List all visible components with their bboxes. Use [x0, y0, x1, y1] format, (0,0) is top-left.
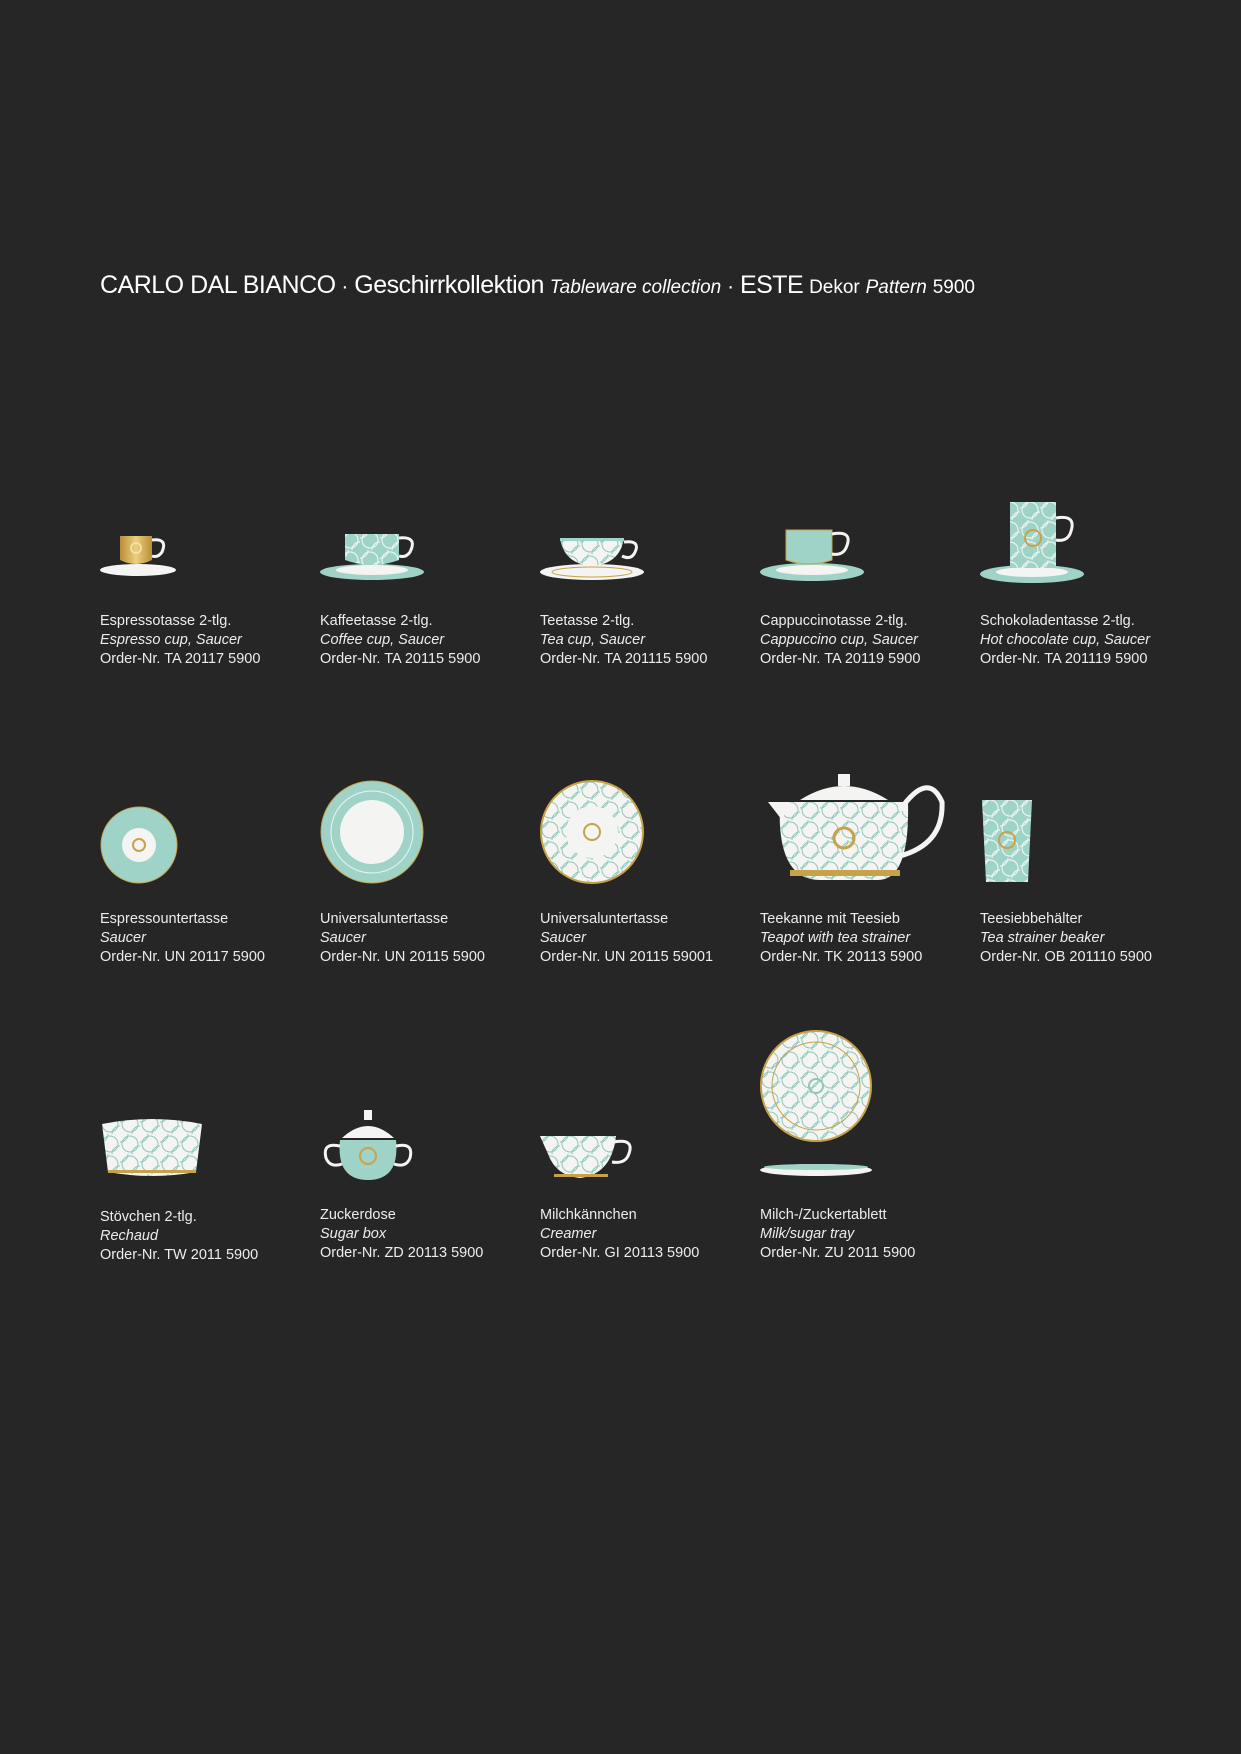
product-name-en: Tea strainer beaker: [980, 930, 1105, 946]
product-name-en: Cappuccino cup, Saucer: [760, 632, 918, 648]
product-name-de: Universaluntertasse: [540, 911, 669, 927]
page-title: [100, 268, 975, 305]
cappuccino-cup-icon: [760, 526, 865, 582]
product-name-de: Zuckerdose: [320, 1207, 396, 1223]
order-number: Order-Nr. TA 201119 5900: [980, 651, 1148, 667]
product-name-en: Teapot with tea strainer: [760, 930, 911, 946]
collection-german: Geschirrkollektion: [354, 271, 544, 299]
hot-chocolate-cup-icon: [980, 500, 1085, 584]
tea-cup-icon: [540, 534, 645, 582]
product-name-de: Espressotasse 2-tlg.: [100, 613, 232, 629]
product-name-en: Sugar box: [320, 1226, 387, 1242]
order-number: Order-Nr. TK 20113 5900: [760, 949, 923, 965]
coffee-cup-icon: [320, 530, 425, 582]
espresso-saucer-icon: [100, 806, 180, 886]
order-number: Order-Nr. TA 20119 5900: [760, 651, 921, 667]
product-name-en: Saucer: [100, 930, 146, 946]
product-name-de: Universaluntertasse: [320, 911, 449, 927]
product-name-de: Espressountertasse: [100, 911, 229, 927]
product-name-de: Teesiebbehälter: [980, 911, 1083, 927]
order-number: Order-Nr. UN 20117 5900: [100, 949, 265, 965]
product-name-en: Coffee cup, Saucer: [320, 632, 445, 648]
separator: ·: [335, 275, 355, 298]
product-name-de: Teetasse 2-tlg.: [540, 613, 635, 629]
order-number: Order-Nr. UN 20115 5900: [320, 949, 485, 965]
brand-name: CARLO DAL BIANCO: [100, 271, 336, 299]
order-number: Order-Nr. UN 20115 59001: [540, 949, 714, 965]
separator: ·: [721, 275, 740, 298]
creamer-icon: [540, 1134, 636, 1184]
strainer-beaker-icon: [980, 798, 1036, 886]
order-number: Order-Nr. TA 20115 5900: [320, 651, 481, 667]
product-name-de: Schokoladentasse 2-tlg.: [980, 613, 1135, 629]
sugar-box-icon: [320, 1108, 416, 1184]
product-name-en: Espresso cup, Saucer: [100, 632, 242, 648]
espresso-cup-icon: [100, 530, 180, 580]
universal-saucer-white-icon: [540, 780, 644, 884]
product-name-de: Milch-/Zuckertablett: [760, 1207, 887, 1223]
product-name-de: Cappuccinotasse 2-tlg.: [760, 613, 908, 629]
order-number: Order-Nr. TA 201115 5900: [540, 651, 708, 667]
universal-saucer-icon: [320, 780, 424, 884]
tray-icon: [760, 1030, 874, 1182]
product-name-de: Stövchen 2-tlg.: [100, 1209, 197, 1225]
dekor-german: Dekor: [809, 277, 860, 298]
product-name-en: Hot chocolate cup, Saucer: [980, 632, 1151, 648]
order-number: Order-Nr. OB 201110 5900: [980, 949, 1152, 965]
product-name-en: Tea cup, Saucer: [540, 632, 646, 648]
product-name-en: Saucer: [320, 930, 366, 946]
product-name-de: Milchkännchen: [540, 1207, 637, 1223]
order-number: Order-Nr. ZU 2011 5900: [760, 1245, 916, 1261]
rechaud-icon: [100, 1114, 204, 1182]
product-name-de: Teekanne mit Teesieb: [760, 911, 900, 927]
order-number: Order-Nr. TW 2011 5900: [100, 1247, 259, 1263]
product-name-en: Saucer: [540, 930, 586, 946]
order-number: Order-Nr. TA 20117 5900: [100, 651, 261, 667]
product-name-en: Creamer: [540, 1226, 597, 1242]
dekor-english: Pattern: [865, 277, 927, 298]
dekor-number: 5900: [932, 277, 975, 298]
order-number: Order-Nr. GI 20113 5900: [540, 1245, 700, 1261]
collection-english: Tableware collection: [549, 277, 722, 298]
product-name-en: Rechaud: [100, 1228, 159, 1244]
line-name: ESTE: [739, 271, 804, 299]
order-number: Order-Nr. ZD 20113 5900: [320, 1245, 484, 1261]
product-name-de: Kaffeetasse 2-tlg.: [320, 613, 433, 629]
product-name-en: Milk/sugar tray: [760, 1226, 855, 1242]
teapot-icon: [760, 760, 946, 884]
